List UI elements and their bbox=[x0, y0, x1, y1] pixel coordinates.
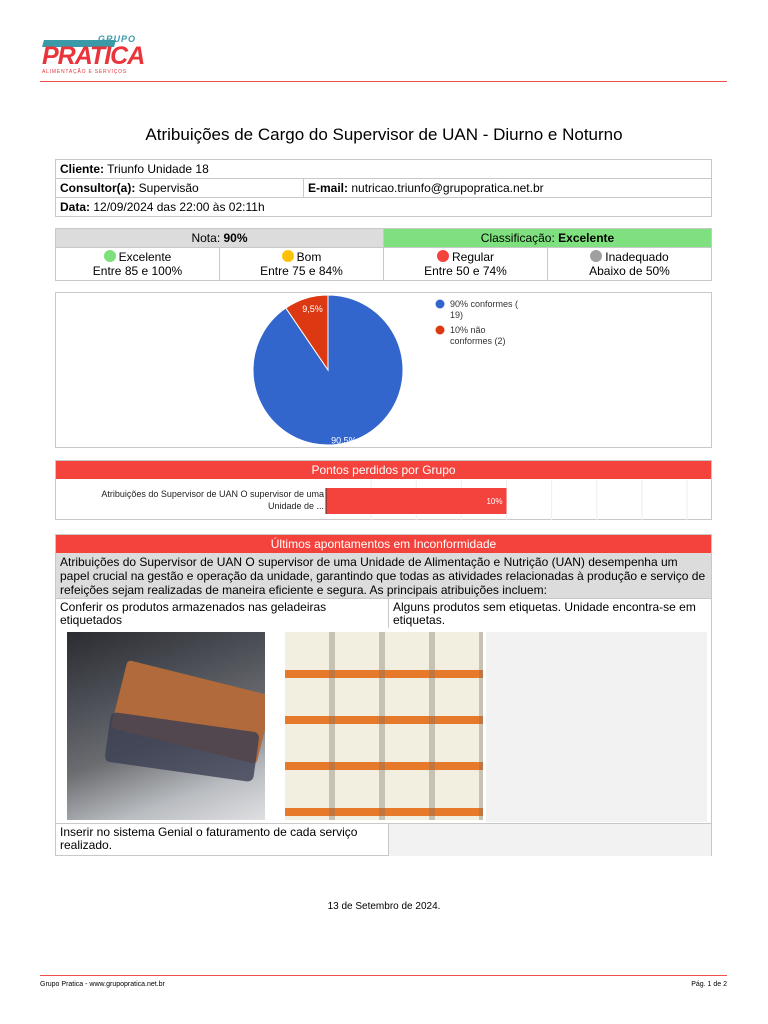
legend-dot-icon bbox=[436, 326, 445, 335]
gray-dot-icon bbox=[590, 250, 602, 262]
client-value: Triunfo Unidade 18 bbox=[107, 162, 209, 176]
bar bbox=[326, 488, 507, 514]
logo: GRUPO PRATICA ALIMENTAÇÃO E SERVIÇOS bbox=[42, 34, 145, 75]
green-dot-icon bbox=[104, 250, 116, 262]
photo-empty-area bbox=[486, 632, 707, 822]
item-2: Inserir no sistema Genial o faturamento de cada serviço realizado. bbox=[56, 824, 389, 856]
nonconformity-description: Atribuições do Supervisor de UAN O supervisor de uma Unidade de Alimentação e Nutrição (UAN) desempenha um papel crucial na gestão e operação da unidade, garantindo que todas as atividades relacionadas à produção e serviço de refeições sejam realizadas de maneira eficiente e segura. As principais atribuições incluem: bbox=[56, 553, 711, 598]
bar-chart-title: Pontos perdidos por Grupo bbox=[56, 461, 711, 479]
pie-chart bbox=[56, 293, 711, 447]
nonconformity-title: Últimos apontamentos em Inconformidade bbox=[56, 535, 711, 553]
pie-chart-box bbox=[55, 292, 712, 448]
footer-divider bbox=[40, 975, 727, 976]
obs-2 bbox=[389, 824, 711, 856]
pie-slice-label: 9,5% bbox=[302, 303, 323, 314]
bar-value-label: 10% bbox=[486, 497, 503, 506]
bar-chart-box bbox=[55, 460, 712, 520]
legend-label: conformes (2) bbox=[450, 336, 506, 346]
page-title: Atribuições de Cargo do Supervisor de UAN - Diurno e Noturno bbox=[145, 125, 623, 144]
level-regular: Regular Entre 50 e 74% bbox=[384, 248, 548, 281]
legend-dot-icon bbox=[436, 300, 445, 309]
info-table: Cliente: Triunfo Unidade 18 Consultor(a): Supervisão E-mail: nutricao.triunfo@grupopratica.net.br Data: 12/09/2024 das 22:00 às 02:11h bbox=[55, 159, 712, 217]
grade-cell: Nota: 90% bbox=[56, 229, 384, 248]
consultant-value: Supervisão bbox=[138, 181, 199, 195]
footer-left: Grupo Pratica - www.grupopratica.net.br bbox=[40, 981, 165, 988]
header-divider bbox=[40, 81, 727, 82]
score-table bbox=[55, 228, 712, 281]
photo-fridge-1 bbox=[67, 632, 265, 820]
obs-1: Alguns produtos sem etiquetas. Unidade encontra-se em etiquetas. bbox=[393, 600, 696, 627]
level-excelente: Excelente Entre 85 e 100% bbox=[56, 248, 220, 281]
report-date: 13 de Setembro de 2024. bbox=[327, 901, 441, 912]
item-1: Conferir os produtos armazenados nas geladeiras etiquetados bbox=[56, 599, 389, 628]
legend-label: 10% não bbox=[450, 325, 486, 335]
bar-category-label: Atribuições do Supervisor de UAN O supervisor de uma Unidade de ... bbox=[101, 489, 324, 511]
pie-slice-label: 90,5% bbox=[331, 435, 357, 446]
legend-label: 90% conformes ( bbox=[450, 299, 519, 309]
level-bom: Bom Entre 75 e 84% bbox=[220, 248, 384, 281]
bar-chart bbox=[324, 480, 724, 520]
legend-label: 19) bbox=[450, 310, 464, 320]
email-value: nutricao.triunfo@grupopratica.net.br bbox=[351, 181, 544, 195]
date-value: 12/09/2024 das 22:00 às 02:11h bbox=[93, 200, 265, 214]
footer-page-number: Pág. 1 de 2 bbox=[691, 981, 727, 988]
yellow-dot-icon bbox=[282, 250, 294, 262]
classification-cell: Classificação: Excelente bbox=[384, 229, 712, 248]
red-dot-icon bbox=[437, 250, 449, 262]
photo-fridge-2 bbox=[285, 632, 483, 820]
level-inadequado: Inadequado Abaixo de 50% bbox=[548, 248, 712, 281]
